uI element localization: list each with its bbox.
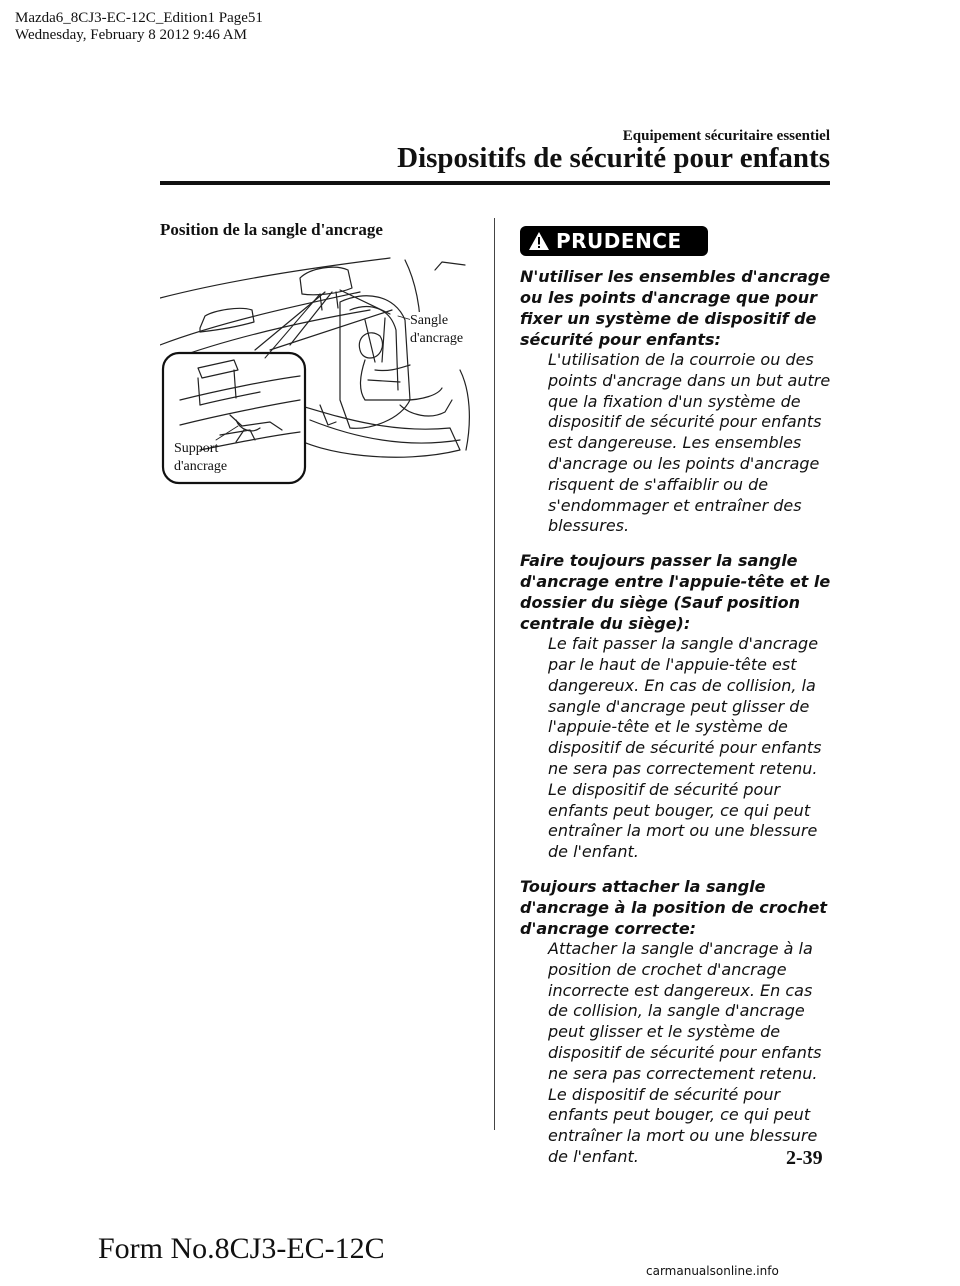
form-number: Form No.8CJ3-EC-12C: [98, 1232, 385, 1265]
title-rule: [160, 181, 830, 185]
caution-body: Le fait passer la sangle d'ancrage par le haut de l'appuie-tête est dangereux. En cas de collision, la sangle d'ancrage peut glisser de l'appuie-tête et le système de dispositif de sécurité pour enfants ne sera pas correctement retenu. Le dispositif de sécurité pour enfants peut bouger, ce qui peut entraîner la mort ou une blessure de l'enfant.: [548, 634, 822, 862]
caution-heading: Faire toujours passer la sangle d'ancrage entre l'appuie-tête et le dossier du siège (Sauf position centrale du siège):: [520, 551, 831, 634]
print-meta-line2: Wednesday, February 8 2012 9:46 AM: [15, 27, 247, 43]
callout-tether-line1: Sangle: [410, 313, 449, 328]
caution-body: L'utilisation de la courroie ou des points d'ancrage dans un but autre que la fixation d'un système de dispositif de sécurité pour enfants est dangereuse. Les ensembles d'ancrage ou les points d'ancrage risquent de s'affaiblir ou de s'endommager et entraîner des blessures.: [548, 350, 831, 536]
caution-badge: [520, 226, 708, 256]
caution-item: [520, 550, 835, 863]
caution-heading: N'utiliser les ensembles d'ancrage ou les points d'ancrage que pour fixer un système de dispositif de sécurité pour enfants:: [520, 267, 831, 349]
site-watermark: carmanualsonline.info: [646, 1264, 779, 1278]
print-meta-line1: Mazda6_8CJ3-EC-12C_Edition1 Page51: [15, 10, 263, 26]
callout-tether-line2: d'ancrage: [410, 331, 464, 346]
warning-triangle-icon: [528, 231, 550, 251]
page-title: Dispositifs de sécurité pour enfants: [397, 142, 830, 174]
callout-anchor-line1: Support: [174, 441, 219, 456]
section-label: Equipement sécuritaire essentiel: [622, 128, 830, 144]
caution-item: [520, 876, 835, 1168]
caution-heading: Toujours attacher la sangle d'ancrage à la position de crochet d'ancrage correcte:: [520, 876, 827, 938]
caution-body: Attacher la sangle d'ancrage à la position de crochet d'ancrage incorrecte est dangereux. En cas de collision, la sangle d'ancrage peut glisser et le système de dispositif de sécurité pour enfants ne sera pas correctement retenu. Le dispositif de sécurité pour enfants peut bouger, ce qui peut entraîner la mort ou une blessure de l'enfant.: [548, 938, 822, 1166]
caution-section: [520, 226, 835, 1168]
print-metadata: [15, 10, 263, 44]
figure-title: Position de la sangle d'ancrage: [160, 220, 383, 239]
caution-item: [520, 266, 835, 537]
caution-label: PRUDENCE: [556, 229, 682, 253]
callout-anchor-bracket: [174, 440, 227, 476]
page-number: 2-39: [786, 1147, 823, 1169]
callout-anchor-line2: d'ancrage: [174, 459, 228, 474]
column-divider: [494, 218, 495, 1130]
callout-tether-strap: [410, 312, 463, 348]
